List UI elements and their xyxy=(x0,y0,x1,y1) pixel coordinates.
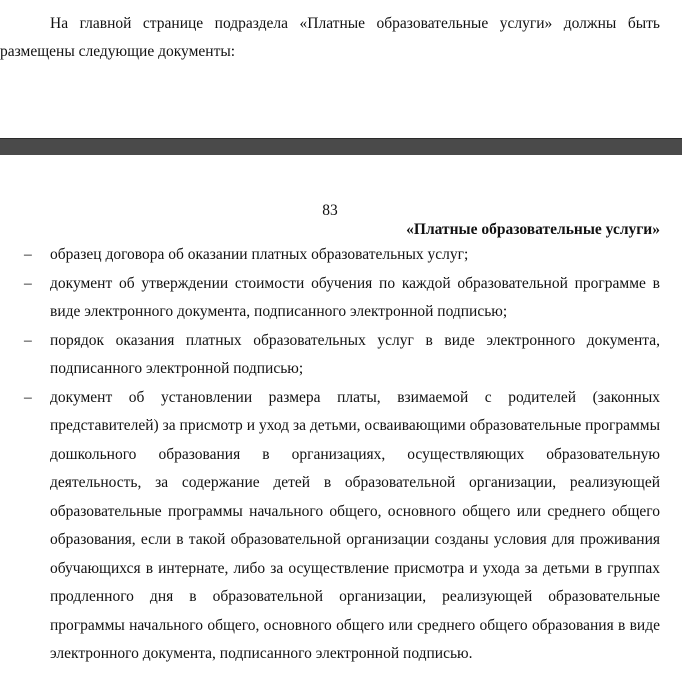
list-item xyxy=(0,327,660,384)
list-item-text: порядок оказания платных образовательных услуг в виде электронного документа, подписанного электронной подписью; xyxy=(50,331,660,377)
list-item-text: документ об утверждении стоимости обучения по каждой образовательной программе в виде электронного документа, подписанного электронной подписью; xyxy=(50,274,660,320)
list-item xyxy=(0,241,660,270)
list-bullet: – xyxy=(24,388,32,406)
document-list xyxy=(0,241,660,669)
page-separator xyxy=(0,138,682,156)
running-header: «Платные образовательные услуги» xyxy=(406,221,660,238)
intro-paragraph: На главной странице подраздела «Платные образовательные услуги» должны быть размещены следующие документы: xyxy=(0,15,660,60)
list-item xyxy=(0,384,660,669)
list-bullet: – xyxy=(24,274,32,292)
previous-page-bottom xyxy=(0,0,682,138)
list-item-text: документ об установлении размера платы, взимаемой с родителей (законных представителей) за присмотр и уход за детьми, осваивающими образовательные программы дошкольного образования в организациях, осуществляющих образовательную деятельность, за содержание детей в образовательной организации, реализующей образовательные программы начального общего, основного общего или среднего общего образования, если в такой образовательной организации созданы условия для проживания обучающихся в интернате, либо за осуществление присмотра и ухода за детьми в группах продленного дня в образовательной организации, реализующей образовательные программы начального общего, основного общего или среднего общего образования в виде электронного документа, подписанного электронной подписью. xyxy=(50,388,660,662)
page-number: 83 xyxy=(322,202,338,219)
current-page xyxy=(0,155,682,700)
list-bullet: – xyxy=(24,331,32,349)
list-item xyxy=(0,270,660,327)
list-item-text: образец договора об оказании платных образовательных услуг; xyxy=(50,246,469,263)
list-bullet: – xyxy=(24,246,32,263)
